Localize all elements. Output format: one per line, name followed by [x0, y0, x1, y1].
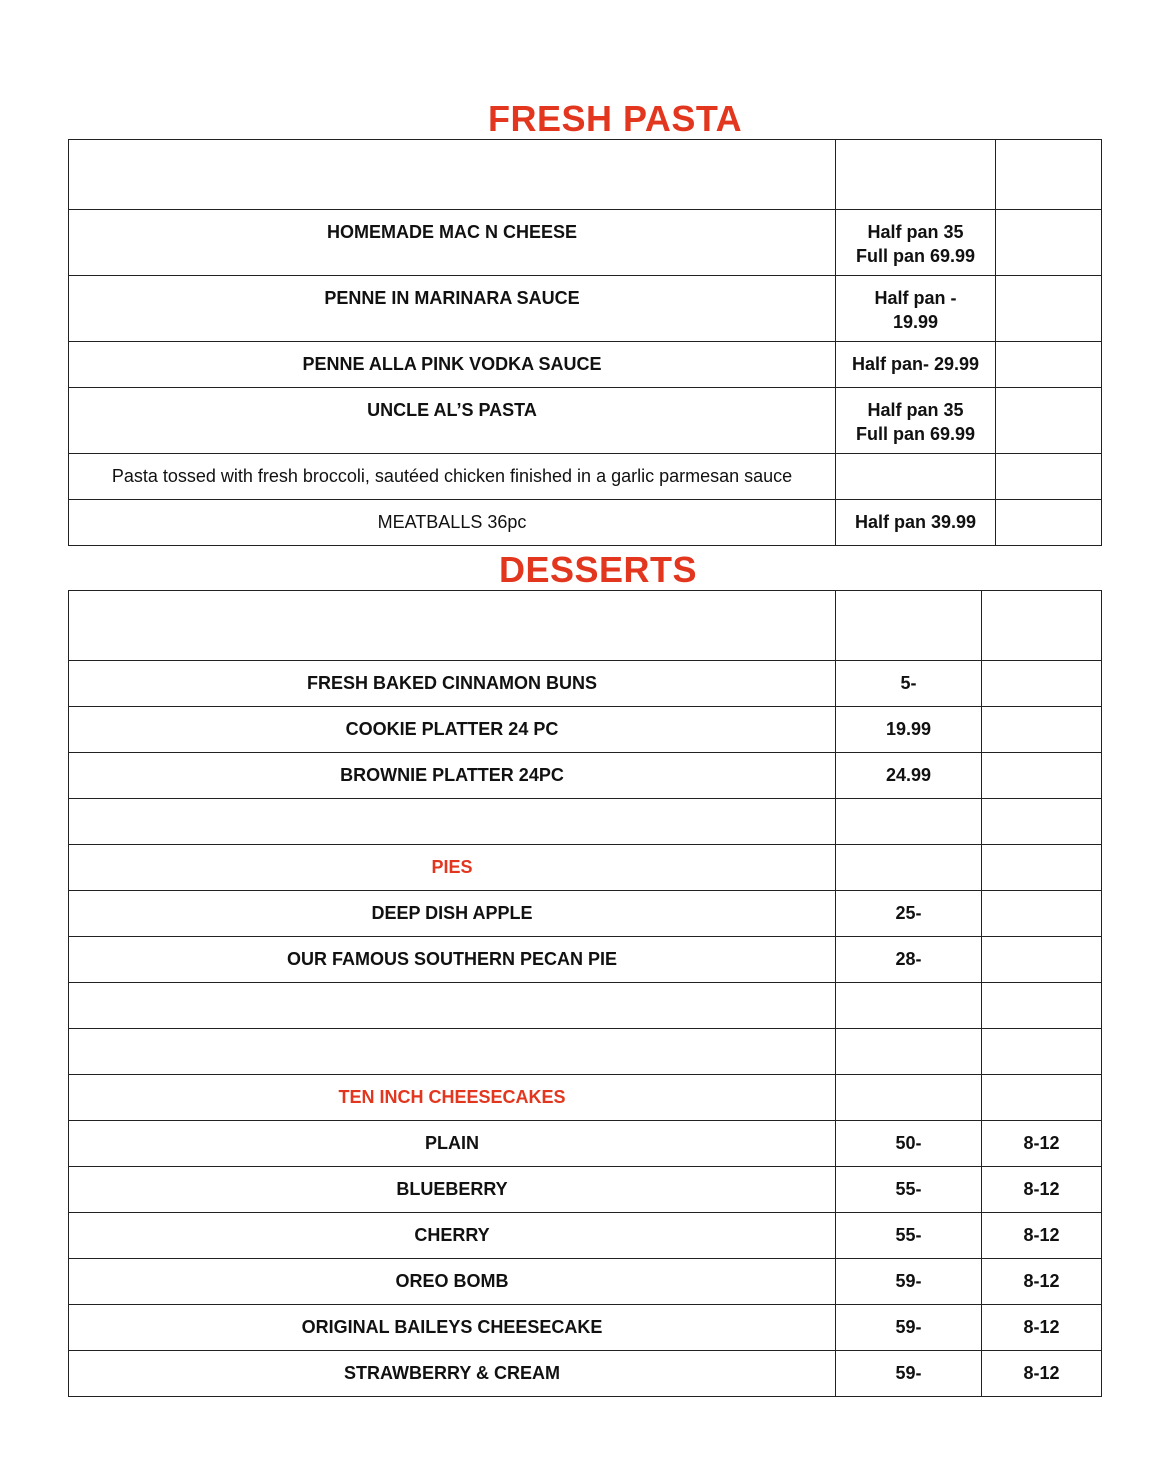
- table-cell: [982, 799, 1102, 845]
- item-price: Half pan- 29.99: [836, 342, 996, 388]
- table-cell: [982, 661, 1102, 707]
- table-cell: [996, 388, 1102, 454]
- table-cell: [982, 983, 1102, 1029]
- price-line: Half pan -: [874, 288, 957, 308]
- item-price: 59-: [836, 1351, 982, 1397]
- item-serves: 8-12: [982, 1305, 1102, 1351]
- table-cell: [982, 845, 1102, 891]
- price-line: 19.99: [892, 312, 939, 332]
- table-cell: [69, 591, 836, 661]
- item-serves: 8-12: [982, 1259, 1102, 1305]
- table-cell: [996, 210, 1102, 276]
- item-name: BROWNIE PLATTER 24PC: [69, 753, 836, 799]
- table-cell: [69, 140, 836, 210]
- item-price: [836, 210, 996, 276]
- table-cell: [996, 276, 1102, 342]
- table-cell: [996, 342, 1102, 388]
- item-name: COOKIE PLATTER 24 PC: [69, 707, 836, 753]
- table-row: [69, 454, 1102, 500]
- item-price: 5-: [836, 661, 982, 707]
- desserts-title: DESSERTS: [499, 549, 698, 590]
- item-price: 50-: [836, 1121, 982, 1167]
- table-cell: [996, 500, 1102, 546]
- desserts-table: [68, 590, 1102, 1397]
- item-name: HOMEMADE MAC N CHEESE: [69, 210, 836, 276]
- table-cell: [982, 1075, 1102, 1121]
- table-row: [69, 1075, 1102, 1121]
- section-heading-pies: PIES: [69, 845, 836, 891]
- table-row: [69, 1305, 1102, 1351]
- item-name: DEEP DISH APPLE: [69, 891, 836, 937]
- item-name: ORIGINAL BAILEYS CHEESECAKE: [69, 1305, 836, 1351]
- item-price: [836, 276, 996, 342]
- item-serves: 8-12: [982, 1121, 1102, 1167]
- item-price: Half pan 39.99: [836, 500, 996, 546]
- table-cell: [69, 1029, 836, 1075]
- price-line: Full pan 69.99: [855, 424, 976, 444]
- item-name: CHERRY: [69, 1213, 836, 1259]
- item-name: OUR FAMOUS SOUTHERN PECAN PIE: [69, 937, 836, 983]
- table-row: [69, 891, 1102, 937]
- price-line: Half pan 35: [867, 222, 964, 242]
- table-cell: [836, 140, 996, 210]
- pasta-table: [68, 139, 1102, 546]
- table-row: [69, 799, 1102, 845]
- item-price: 55-: [836, 1213, 982, 1259]
- item-price: [836, 388, 996, 454]
- table-row: [69, 591, 1102, 661]
- table-row: [69, 1259, 1102, 1305]
- table-cell: [836, 591, 982, 661]
- item-price: 28-: [836, 937, 982, 983]
- table-row: [69, 140, 1102, 210]
- fresh-pasta-title: FRESH PASTA: [488, 98, 743, 139]
- item-name: PENNE IN MARINARA SAUCE: [69, 276, 836, 342]
- table-cell: [982, 937, 1102, 983]
- table-row: [69, 661, 1102, 707]
- table-cell: [982, 1029, 1102, 1075]
- table-row: [69, 937, 1102, 983]
- table-cell: [836, 1029, 982, 1075]
- table-row: [69, 500, 1102, 546]
- table-cell: [836, 1075, 982, 1121]
- table-row: [69, 707, 1102, 753]
- table-cell: [996, 454, 1102, 500]
- table-cell: [982, 707, 1102, 753]
- item-price: 25-: [836, 891, 982, 937]
- table-cell: [836, 845, 982, 891]
- price-line: Half pan 35: [867, 400, 964, 420]
- table-row: [69, 1351, 1102, 1397]
- item-name: FRESH BAKED CINNAMON BUNS: [69, 661, 836, 707]
- item-serves: 8-12: [982, 1351, 1102, 1397]
- item-name: MEATBALLS 36pc: [69, 500, 836, 546]
- item-price: 24.99: [836, 753, 982, 799]
- table-cell: [69, 983, 836, 1029]
- item-price: 19.99: [836, 707, 982, 753]
- item-name: PENNE ALLA PINK VODKA SAUCE: [69, 342, 836, 388]
- table-row: [69, 342, 1102, 388]
- table-row: [69, 845, 1102, 891]
- table-cell: [982, 591, 1102, 661]
- table-row: [69, 1121, 1102, 1167]
- table-row: [69, 276, 1102, 342]
- table-cell: [996, 140, 1102, 210]
- item-serves: 8-12: [982, 1167, 1102, 1213]
- section-heading-cheesecakes: TEN INCH CHEESECAKES: [69, 1075, 836, 1121]
- table-row: [69, 388, 1102, 454]
- item-price: 59-: [836, 1305, 982, 1351]
- table-row: [69, 210, 1102, 276]
- item-serves: 8-12: [982, 1213, 1102, 1259]
- item-name: BLUEBERRY: [69, 1167, 836, 1213]
- table-cell: [69, 799, 836, 845]
- item-name: OREO BOMB: [69, 1259, 836, 1305]
- table-row: [69, 1167, 1102, 1213]
- table-cell: [836, 454, 996, 500]
- item-name: PLAIN: [69, 1121, 836, 1167]
- table-cell: [836, 799, 982, 845]
- table-cell: [836, 983, 982, 1029]
- table-row: [69, 1029, 1102, 1075]
- table-cell: [982, 891, 1102, 937]
- item-price: 59-: [836, 1259, 982, 1305]
- table-row: [69, 753, 1102, 799]
- price-line: Full pan 69.99: [855, 246, 976, 266]
- table-cell: [982, 753, 1102, 799]
- item-name: STRAWBERRY & CREAM: [69, 1351, 836, 1397]
- table-row: [69, 983, 1102, 1029]
- item-name: UNCLE AL’S PASTA: [69, 388, 836, 454]
- item-description: Pasta tossed with fresh broccoli, sautéed chicken finished in a garlic parmesan sauce: [69, 454, 836, 500]
- item-price: 55-: [836, 1167, 982, 1213]
- table-row: [69, 1213, 1102, 1259]
